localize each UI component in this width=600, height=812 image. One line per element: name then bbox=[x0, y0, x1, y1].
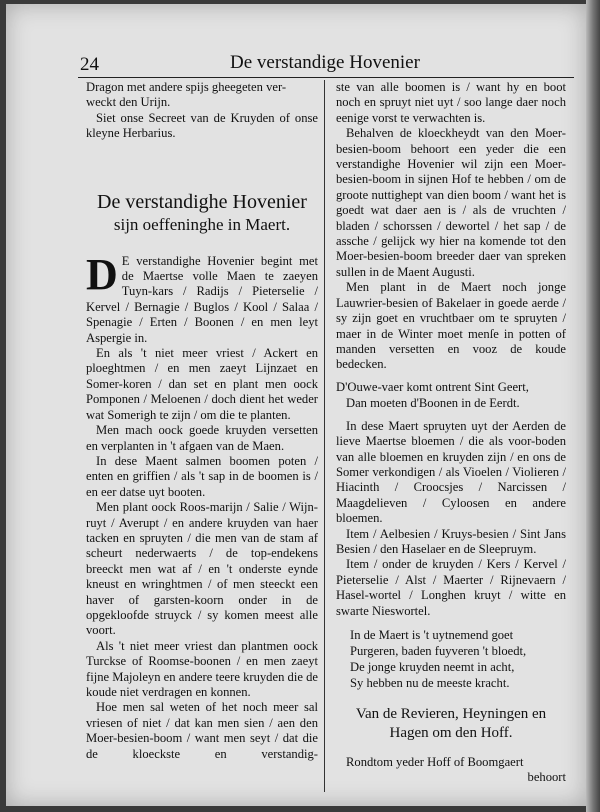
opening-line-1: Dragon met andere spijs gheegeten ver- bbox=[86, 80, 287, 94]
paragraph: Men plant in de Maert noch jonge Lauwrier-besien of Bakelaer in goede aerde / sy zijn goet en vruchtbaer om te spruyten / maer in de Winter moet menſe in potten of manden versetten en vooz de koude bedecken. bbox=[336, 280, 566, 372]
right-column bbox=[336, 80, 566, 786]
section-heading-line-2: sijn oeffeninghe in Maert. bbox=[113, 214, 291, 234]
paragraph: Als 't niet meer vriest dan plantmen oock Turckse of Roomse-boonen / en men zaeyt fijne Majoleyn en andere teere kruyden die de koude niet verdragen en konnen. bbox=[86, 638, 318, 699]
paragraph: Item / onder de kruyden / Kers / Kervel / Pieterselie / Alst / Maerter / Rijnevaern / Hasel-wortel / Longhen kruyt / witte en swarte Nieswortel. bbox=[336, 557, 566, 618]
rivers-heading bbox=[336, 705, 566, 743]
page-number: 24 bbox=[80, 54, 99, 75]
rivers-heading-line-2: Hagen om den Hoff. bbox=[389, 725, 513, 741]
paragraph: Item / Aelbesien / Kruys-besien / Sint Jans Besien / den Haselaer en de Sleepruym. bbox=[336, 526, 566, 556]
column-divider bbox=[324, 80, 325, 792]
closing-line-2: behoort bbox=[527, 770, 566, 785]
see-secrets-note: Siet onse Secreet van de Kruyden of onse kleyne Herbarius. bbox=[86, 110, 318, 141]
section-heading bbox=[86, 190, 318, 236]
verse-couplet bbox=[336, 379, 566, 411]
header-rule bbox=[78, 77, 574, 78]
rivers-heading-line-1: Van de Revieren, Heyningen en bbox=[355, 706, 547, 722]
verse-line: De jonge kruyden neemt in acht, bbox=[350, 660, 515, 674]
verse-line: Dan moeten d'Boonen in de Eerdt. bbox=[346, 395, 520, 410]
running-title: De verstandige Hovenier bbox=[230, 52, 420, 73]
paragraph: In dese Maert spruyten uyt der Aerden de lieve Maertse bloemen / die als voor-boden van alle bloemen en kruyden zijn / en ons de Somer verkondigen / als Vioelen / Violieren / Hiacinth / Croocsjes / Narcissen / Maagdelieven / Cyloosen en andere bloemen. bbox=[336, 418, 566, 526]
paragraph: Men plant oock Roos-marijn / Salie / Wijn-ruyt / Averupt / en andere kruyden van haer tacken en spruyten / die men van de stam af scheurt nederwaerts / de top-endekens breeckt men wat af / en 't onderste eynde kneust en wringhtmen / of men steeckt een haver of garsten-koorn onder in de opgekloofde struyck / sy komen meest alle voort. bbox=[86, 500, 318, 638]
closing-line-1: Rondtom yeder Hoff of Boomgaert bbox=[346, 755, 524, 769]
opening-line-2: weckt den Urijn. bbox=[86, 95, 171, 110]
verse-line: D'Ouwe-vaer komt ontrent Sint Geert, bbox=[336, 379, 529, 394]
verse-line: Sy hebben nu de meeste kracht. bbox=[350, 676, 510, 690]
book-binding-edge bbox=[586, 0, 600, 812]
drop-cap: D bbox=[86, 253, 118, 299]
book-page bbox=[6, 4, 586, 806]
verse-line: Purgeren, baden fuyveren 't bloedt, bbox=[350, 644, 527, 658]
paragraph: ste van alle boomen is / want hy en boot noch en spruyt niet uyt / soo lange daer noch eenige vorst te verwachten is. bbox=[336, 80, 566, 125]
paragraph: Hoe men sal weten of het noch meer sal vriesen of niet / dat kan men sien / aen den Moer-besien-boom / want men seyt / dat die de kloeckste en verstandig- bbox=[86, 700, 318, 761]
verse-quatrain bbox=[350, 627, 566, 691]
first-paragraph bbox=[86, 254, 318, 346]
paragraph: In dese Maent salmen boomen poten / enten en griffien / als 't sap in de boomen is / en eer datse uyt booten. bbox=[86, 453, 318, 499]
first-paragraph-text: E verstandighe Hovenier begint met de Maertse volle Maen te zaeyen Tuyn-kars / Radijs / Pieterselie / Kervel / Bernagie / Buglos / Kool / Salaa / Spenagie / Erten / Boonen / en men leyt Aspergie in. bbox=[86, 253, 318, 345]
paragraph: En als 't niet meer vriest / Ackert en ploeghtmen / en men zaeyt Lijnzaet en Somer-koren / dan set en plant men oock Pomponen / Meloenen / doch dient het weder wat Somerigh te zijn / om die te planten. bbox=[86, 346, 318, 422]
left-column bbox=[86, 80, 318, 762]
verse-line: In de Maert is 't uytnemend goet bbox=[350, 628, 514, 642]
paragraph: Men mach oock goede kruyden versetten en verplanten in 't afgaen van de Maen. bbox=[86, 423, 318, 453]
section-heading-line-1: De verstandighe Hovenier bbox=[97, 190, 307, 213]
paragraph: Behalven de kloeckheydt van den Moer-besien-boom behoort een yeder die een verstandighe Hovenier wil zijn een Moer-besien-boom in sijnen Hof te hebben / om de groote nuttighept van dien boom / want het is goedt wat daer aen is / als de vruchten / bladen / schorssen / dewortel / het sap / de assche / gelijck wy hier na komende tot den Moer-besien-boom breeder daer van spreken sullen in de Maent Augusti. bbox=[336, 126, 566, 279]
